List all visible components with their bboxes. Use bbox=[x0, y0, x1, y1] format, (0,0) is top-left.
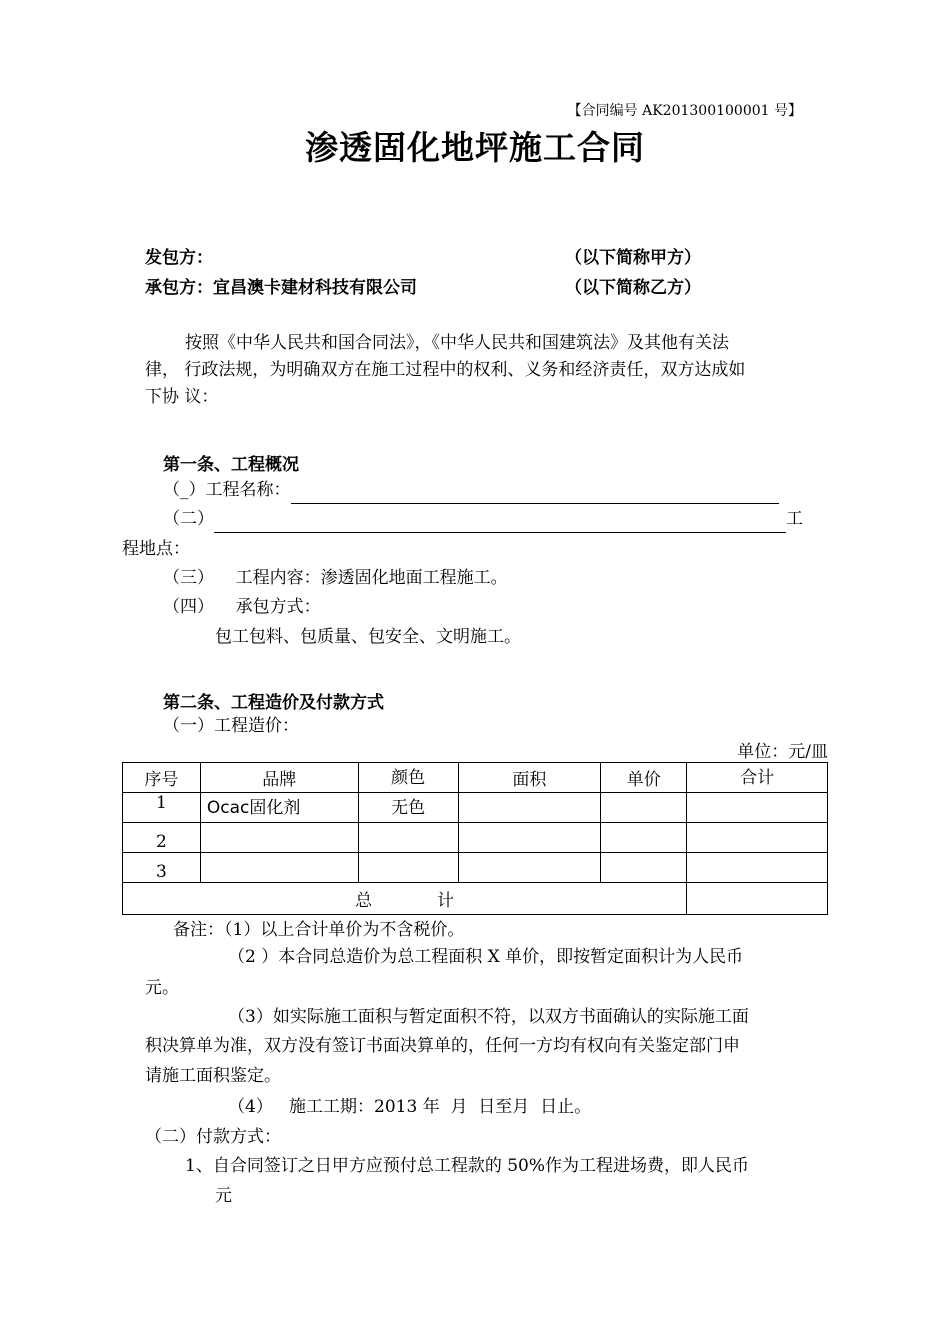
party-b-label: 承包方：宜昌澳卡建材科技有限公司 bbox=[145, 278, 417, 298]
table-cell bbox=[200, 823, 358, 853]
table-cell bbox=[458, 823, 601, 853]
table-header-cell: 序号 bbox=[123, 763, 201, 793]
contract-method-detail: 包工包料、包质量、包安全、文明施工。 bbox=[215, 627, 521, 647]
table-cell bbox=[601, 823, 687, 853]
note-1: 备注：（1）以上合计单价为不含税价。 bbox=[173, 920, 465, 940]
table-cell bbox=[601, 793, 687, 823]
table-cell: 无色 bbox=[358, 793, 458, 823]
table-header-cell: 品牌 bbox=[200, 763, 358, 793]
table-cell bbox=[358, 853, 458, 883]
table-cell bbox=[358, 823, 458, 853]
preamble-line-2: 律， 行政法规，为明确双方在施工过程中的权利、义务和经济责任，双方达成如 bbox=[145, 360, 746, 380]
table-cell: Ocac固化剂 bbox=[200, 793, 358, 823]
note-3-line-1: （3）如实际施工面积与暂定面积不符，以双方书面确认的实际施工面 bbox=[228, 1007, 749, 1027]
project-name-label: （_）工程名称： bbox=[163, 480, 291, 500]
note-4: （4） 施工工期：2013 年 月 日至月 日止。 bbox=[228, 1097, 592, 1117]
preamble-line-1: 按照《中华人民共和国合同法》，《中华人民共和国建筑法》及其他有关法 bbox=[185, 333, 729, 353]
table-header-cell: 单价 bbox=[601, 763, 687, 793]
table-cell bbox=[687, 793, 828, 823]
table-cell: 2 bbox=[123, 823, 201, 853]
payment-item-1-line-1: 1、自合同签订之日甲方应预付总工程款的 50%作为工程进场费，即人民币 bbox=[185, 1156, 750, 1176]
project-name-blank bbox=[291, 485, 779, 504]
project-location-row bbox=[163, 506, 803, 533]
table-cell bbox=[200, 853, 358, 883]
article-2-heading: 第二条、工程造价及付款方式 bbox=[163, 693, 384, 713]
page-title: 渗透固化地坪施工合同 bbox=[305, 128, 645, 167]
project-location-suffix: 工 bbox=[786, 509, 803, 529]
contract-number: 【合同编号 AK201300100001 号】 bbox=[567, 103, 802, 119]
table-cell bbox=[458, 853, 601, 883]
table-cell: 1 bbox=[123, 793, 201, 823]
table-cell bbox=[687, 853, 828, 883]
contract-method: （四） 承包方式： bbox=[163, 597, 321, 617]
table-cell bbox=[687, 823, 828, 853]
party-b-alias: （以下简称乙方） bbox=[565, 278, 701, 298]
table-total-value bbox=[687, 883, 828, 915]
table-cell bbox=[601, 853, 687, 883]
party-a-label: 发包方： bbox=[145, 248, 213, 268]
project-location-prefix: （二） bbox=[163, 509, 214, 529]
table-header-cell: 合计 bbox=[687, 763, 828, 793]
project-location-blank bbox=[214, 514, 786, 533]
project-name-row bbox=[163, 477, 779, 504]
price-subheading: （一）工程造价： bbox=[163, 716, 299, 736]
unit-label: 单位：元/皿 bbox=[737, 742, 828, 762]
note-3-line-3: 请施工面积鉴定。 bbox=[145, 1066, 281, 1086]
table-cell bbox=[458, 793, 601, 823]
payment-subheading: （二）付款方式： bbox=[145, 1127, 281, 1147]
price-table bbox=[122, 762, 828, 915]
table-row bbox=[123, 823, 828, 853]
table-total-label: 总 计 bbox=[123, 883, 687, 915]
table-row bbox=[123, 853, 828, 883]
project-content: （三） 工程内容：渗透固化地面工程施工。 bbox=[163, 568, 508, 588]
project-location-label: 程地点： bbox=[122, 539, 190, 559]
note-3-line-2: 积决算单为准，双方没有签订书面决算单的，任何一方均有权向有关鉴定部门申 bbox=[145, 1036, 740, 1056]
note-2-line-2: 元。 bbox=[145, 978, 179, 998]
note-2-line-1: （2 ）本合同总造价为总工程面积 X 单价，即按暂定面积计为人民币 bbox=[228, 947, 744, 967]
party-a-alias: （以下简称甲方） bbox=[565, 248, 701, 268]
table-header-row bbox=[123, 763, 828, 793]
table-total-row bbox=[123, 883, 828, 915]
table-row bbox=[123, 793, 828, 823]
table-header-cell: 颜色 bbox=[358, 763, 458, 793]
preamble-line-3: 下协 议： bbox=[145, 387, 219, 407]
article-1-heading: 第一条、工程概况 bbox=[163, 455, 299, 475]
table-cell: 3 bbox=[123, 853, 201, 883]
table-header-cell: 面积 bbox=[458, 763, 601, 793]
payment-item-1-line-2: 元 bbox=[215, 1186, 232, 1206]
